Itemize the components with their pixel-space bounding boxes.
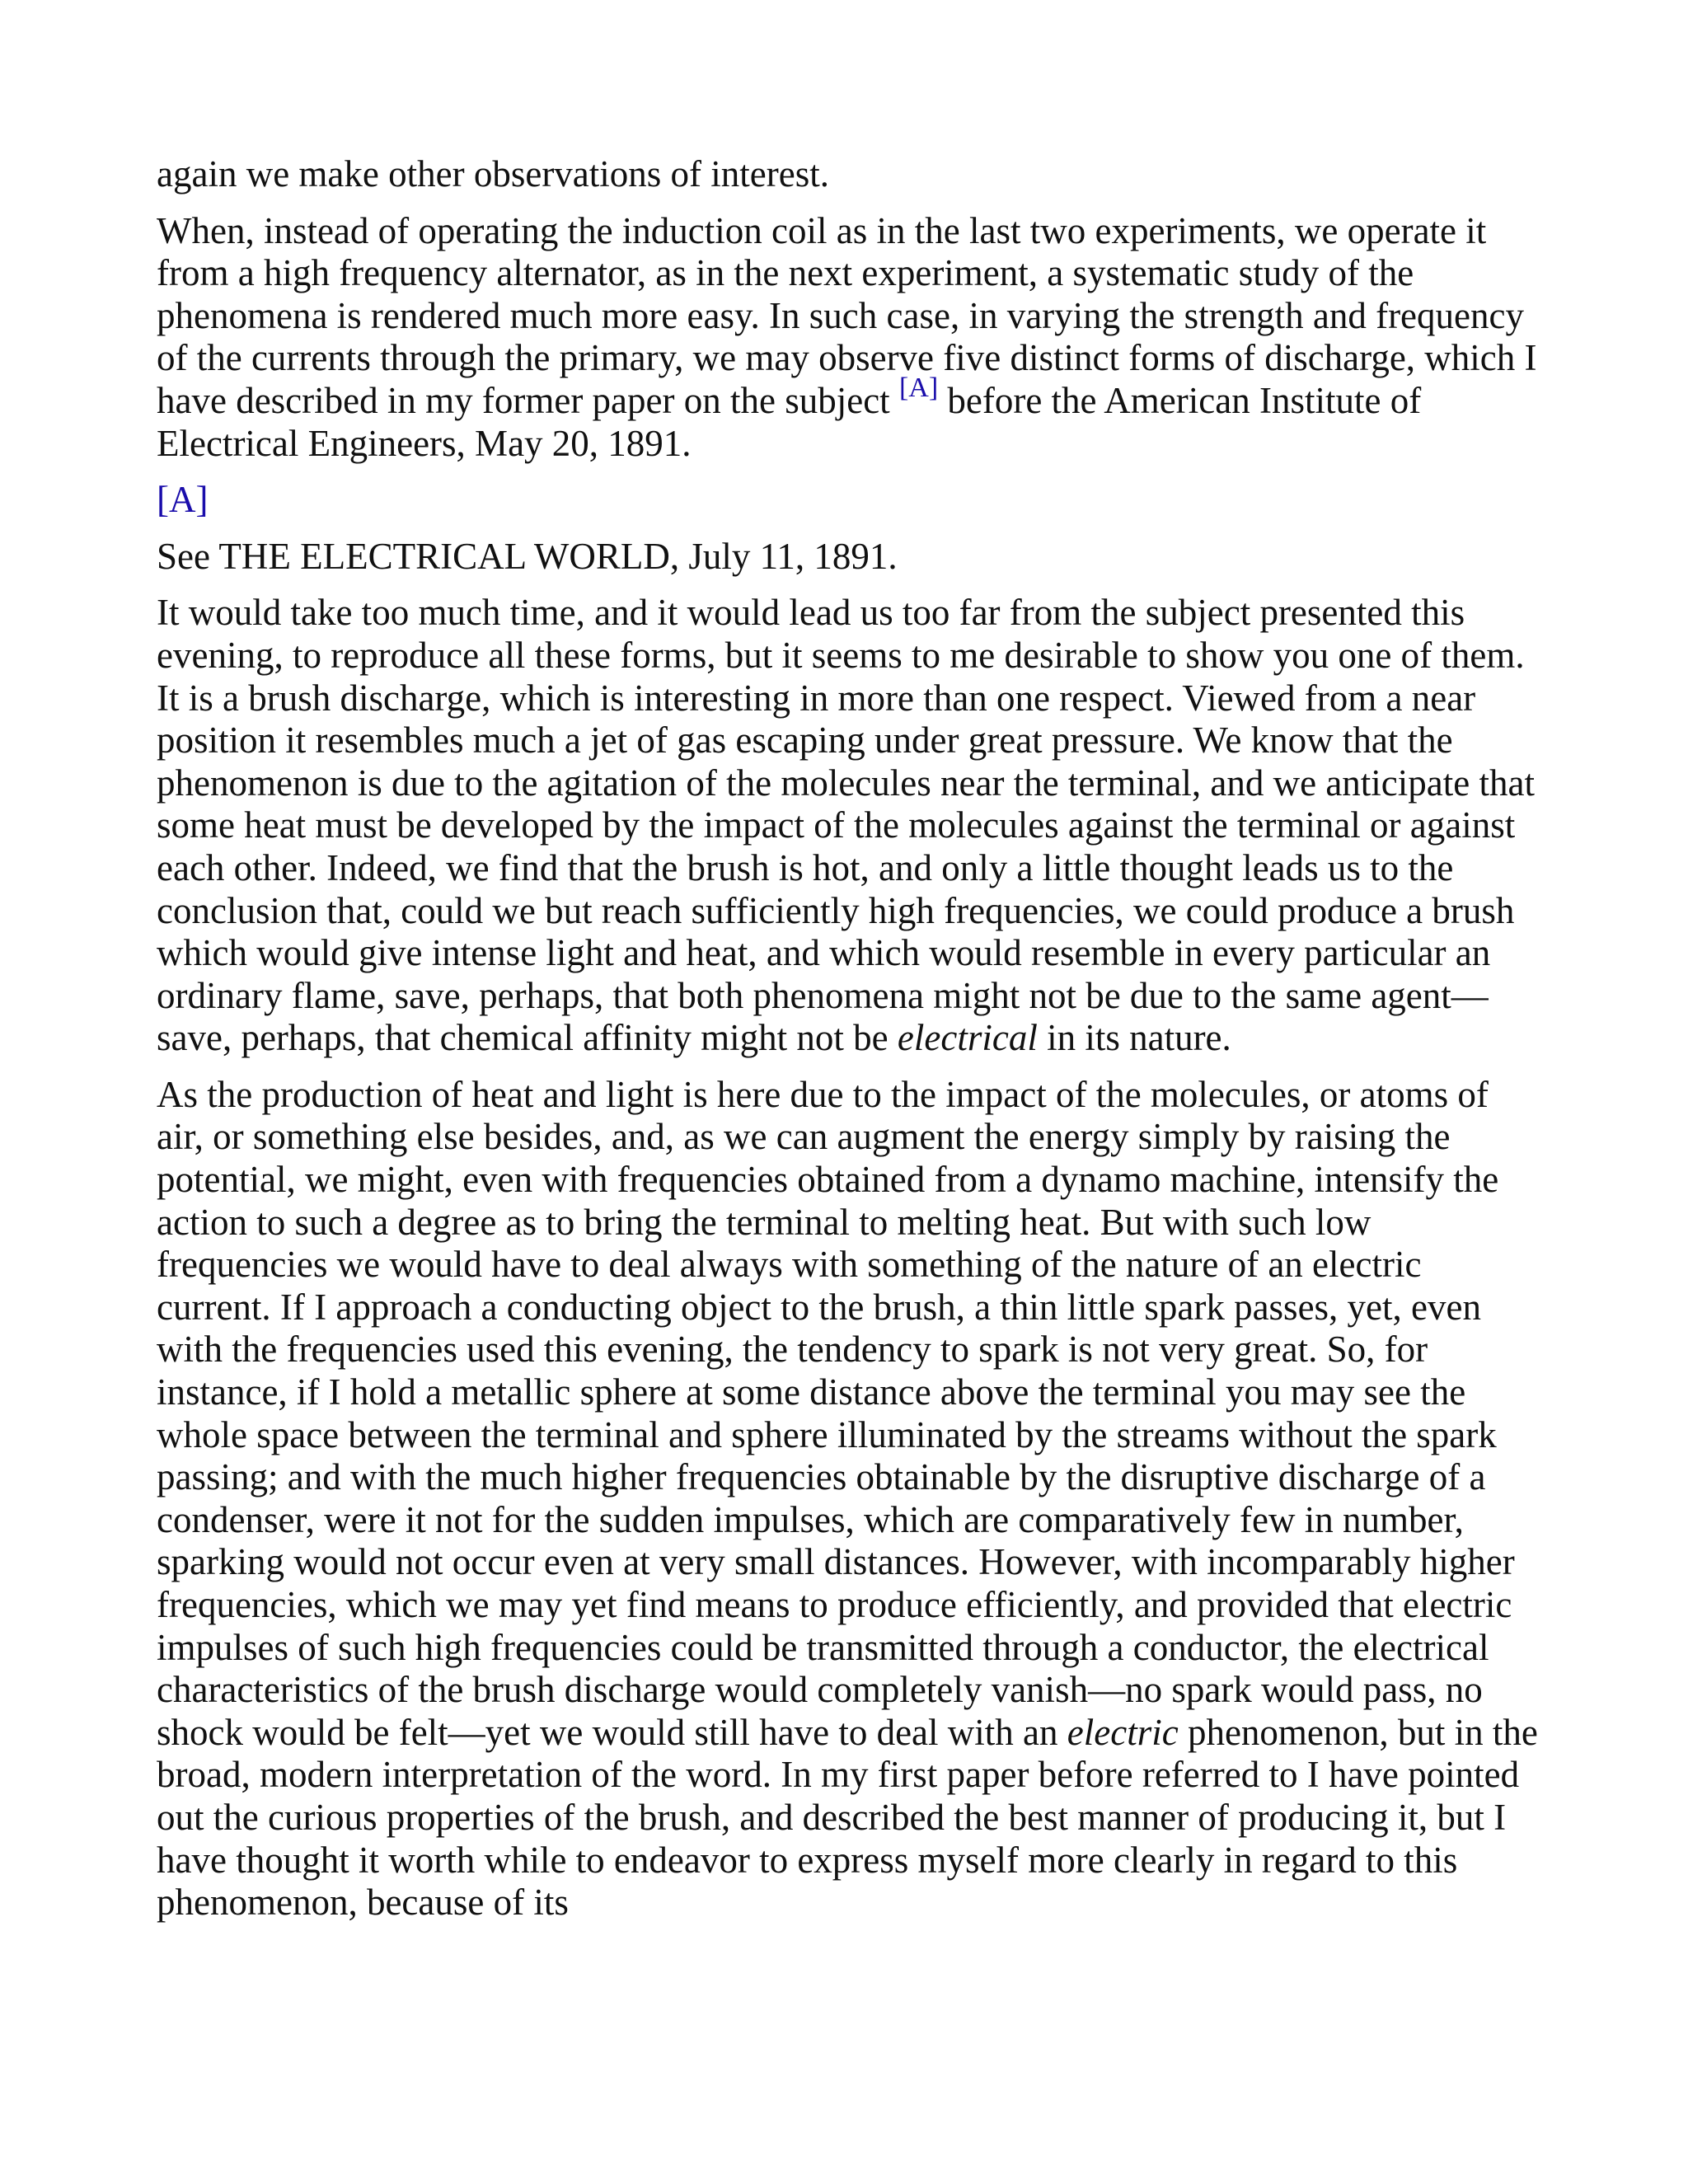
paragraph-heat-text: As the production of heat and light is here due to the impact of the molecules, or atoms of air, or something else besides, and, as we can augment the energy simply by raising the potential, we might, even with frequencies obtained from a dynamo machine, intensify the action to such a degree as to bring the terminal to melting heat. But with such low frequencies we would have to deal always with something of the nature of an electric current. If I approach a conducting object to the brush, a thin little spark passes, yet, even with the frequencies used this evening, the tendency to spark is not very great. So, for instance, if I hold a metallic sphere at some distance above the terminal you may see the whole space between the terminal and sphere illuminated by the streams without the spark passing; and with the much higher frequencies obtainable by the disruptive discharge of a condenser, were it not for the sudden impulses, which are comparatively few in number, sparking would not occur even at very small distances. However, with incomparably higher frequencies, which we may yet find means to produce efficiently, and provided that electric impulses of such high frequencies could be transmitted through a conductor, the electrical characteristics of the brush discharge would completely vanish—no spark would pass, no shock would be felt—yet we would still have to deal with an bbox=[157, 1073, 1515, 1753]
paragraph-brush-text-end: in its nature. bbox=[1037, 1017, 1231, 1059]
paragraph-alternator bbox=[157, 210, 1541, 466]
italic-word-electrical: electrical bbox=[897, 1017, 1038, 1059]
paragraph-heat-text-end: phenomenon, but in the broad, modern interpretation of the word. In my first paper before referred to I have pointed out the curious properties of the brush, and described the best manner of producing it, but I have thought it worth while to endeavor to express myself more clearly in regard to this phenomenon, because of its bbox=[157, 1711, 1538, 1924]
paragraph-alternator-text: When, instead of operating the induction coil as in the last two experiments, we operate it from a high frequency alternator, as in the next experiment, a systematic study of the phenomena is rendered much more easy. In such case, in varying the strength and frequency of the currents through the primary, we may observe five distinct forms of discharge, which I have described in my former paper on the subject bbox=[157, 209, 1537, 421]
paragraph-alternator-text-end: before the American Institute of Electrical Engineers, May 20, 1891. bbox=[157, 379, 1422, 464]
footnote-backlink[interactable]: [A] bbox=[157, 479, 209, 521]
footnote-reference-link[interactable]: [A] bbox=[898, 372, 939, 403]
paragraph-brush-discharge bbox=[157, 592, 1541, 1060]
italic-word-electric: electric bbox=[1067, 1711, 1179, 1753]
footnote-label bbox=[157, 479, 1541, 522]
paragraph-intro-text: again we make other observations of interest. bbox=[157, 153, 829, 194]
document-page bbox=[157, 153, 1541, 1938]
footnote-text bbox=[157, 536, 1541, 579]
paragraph-heat-light bbox=[157, 1074, 1541, 1924]
footnote-citation: See THE ELECTRICAL WORLD, July 11, 1891. bbox=[157, 535, 898, 577]
paragraph-brush-text: It would take too much time, and it would lead us too far from the subject presented this evening, to reproduce all these forms, but it seems to me desirable to show you one of them. It is a brush discharge, which is interesting in more than one respect. Viewed from a near position it resembles much a jet of gas escaping under great pressure. We know that the phenomenon is due to the agitation of the molecules near the terminal, and we anticipate that some heat must be developed by the impact of the molecules against the terminal or against each other. Indeed, we find that the brush is hot, and only a little thought leads us to the conclusion that, could we but reach sufficiently high frequencies, we could produce a brush which would give intense light and heat, and which would resemble in every particular an ordinary flame, save, perhaps, that both phenomena might not be due to the same agent—save, perhaps, that chemical affinity might not be bbox=[157, 592, 1535, 1059]
paragraph-intro bbox=[157, 153, 1541, 196]
